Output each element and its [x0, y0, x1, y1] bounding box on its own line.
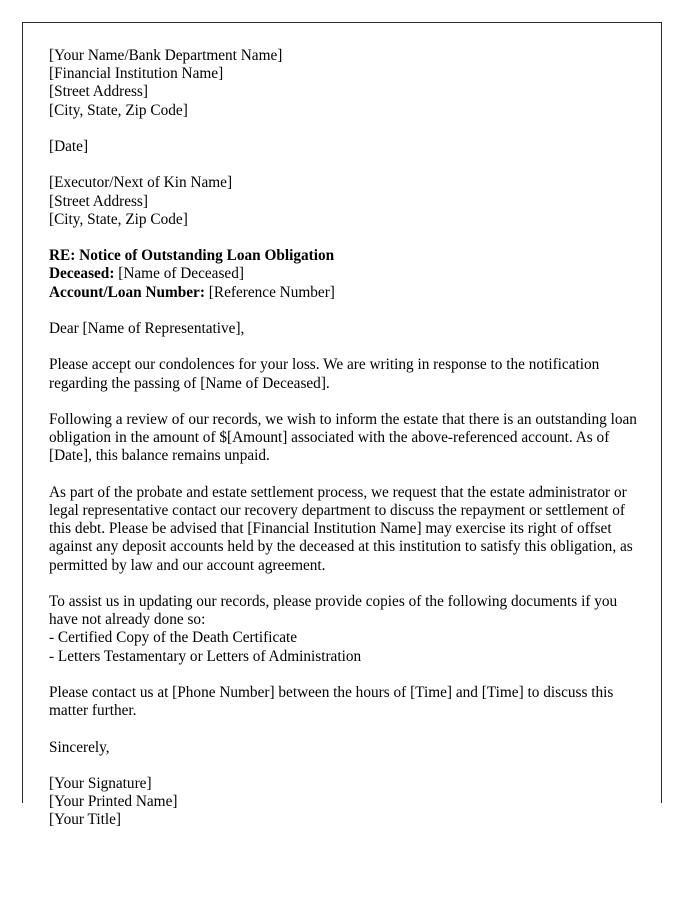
paragraph-outstanding-balance: Following a review of our records, we wish to inform the estate that there is an outstanding loan obligation in the amount of $[Amount] associated with the above-referenced account. As of [Date], this balance remains unpaid.: [49, 410, 637, 465]
paragraph-contact-info: Please contact us at [Phone Number] between the hours of [Time] and [Time] to discuss this matter further.: [49, 683, 614, 720]
sender-line-3: [Street Address]: [49, 83, 148, 101]
salutation: Dear [Name of Representative],: [49, 319, 245, 337]
date-block: [49, 138, 639, 156]
sender-line-4: [City, State, Zip Code]: [49, 101, 188, 119]
paragraph-probate-process: As part of the probate and estate settlement process, we request that the estate administrator or legal representative contact our recovery department to discuss the repayment or settlement of this debt. Please be advised that [Financial Institution Name] may exercise its right of offset against any deposit accounts held by the deceased at this institution to satisfy this obligation, as permitted by law and our account agreement.: [49, 483, 633, 574]
title-line: [Your Title]: [49, 811, 121, 829]
signature-block: [49, 775, 639, 830]
closing-salutation: Sincerely,: [49, 738, 110, 756]
account-number-value: [Reference Number]: [208, 283, 335, 301]
recipient-line-3: [City, State, Zip Code]: [49, 210, 188, 228]
recipient-line-2: [Street Address]: [49, 192, 148, 210]
account-number-label: Account/Loan Number:: [49, 283, 205, 301]
document-item-death-certificate: - Certified Copy of the Death Certificate: [49, 629, 298, 647]
signature-line: [Your Signature]: [49, 774, 152, 792]
deceased-line: [49, 265, 639, 283]
paragraph-condolences: Please accept our condolences for your loss. We are writing in response to the notification regarding the passing of [Name of Deceased].: [49, 356, 600, 392]
recipient-address-block: [49, 174, 639, 229]
sender-line-1: [Your Name/Bank Department Name]: [49, 47, 283, 64]
letter-content: [49, 47, 639, 830]
sender-line-2: [Financial Institution Name]: [49, 65, 224, 83]
document-page: [22, 22, 662, 829]
recipient-line-1: [Executor/Next of Kin Name]: [49, 174, 233, 192]
documents-request-intro: To assist us in updating our records, please provide copies of the following documents if you have not already done so:: [49, 592, 618, 629]
salutation-block: [49, 320, 639, 338]
deceased-label: Deceased:: [49, 265, 115, 283]
deceased-value: [Name of Deceased]: [118, 265, 244, 283]
account-number-line: [49, 284, 639, 302]
printed-name-line: [Your Printed Name]: [49, 793, 178, 811]
subject-re-line: RE: Notice of Outstanding Loan Obligation: [49, 247, 335, 265]
documents-request-block: [49, 593, 639, 666]
closing-block: [49, 739, 639, 757]
letter-date: [Date]: [49, 138, 89, 155]
sender-address-block: [49, 47, 639, 120]
subject-block: [49, 247, 639, 302]
document-item-letters-testamentary: - Letters Testamentary or Letters of Administration: [49, 647, 362, 665]
